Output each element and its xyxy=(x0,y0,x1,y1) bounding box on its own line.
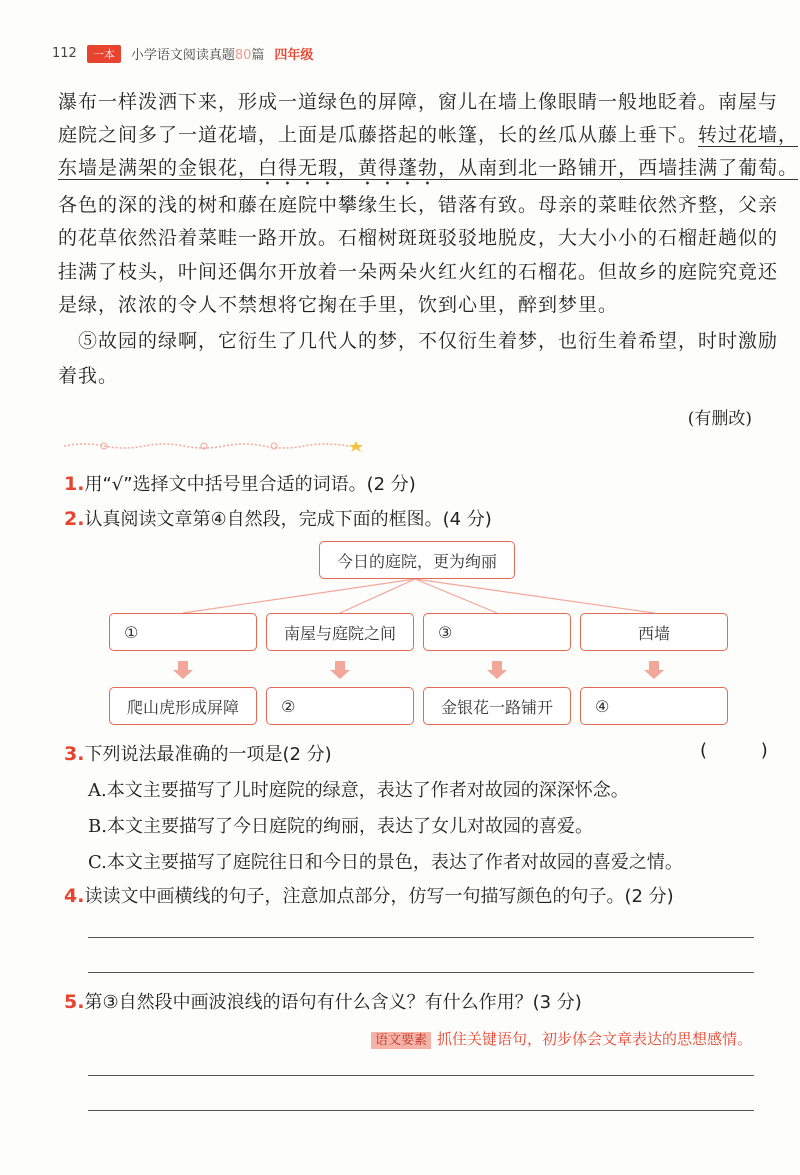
question-2: 2.认真阅读文章第④自然段，完成下面的框图。(4 分) xyxy=(64,508,492,530)
answer-line[interactable] xyxy=(88,1075,754,1076)
question-5: 5.第③自然段中画波浪线的语句有什么含义？有什么作用？(3 分) xyxy=(64,991,582,1013)
option-c[interactable]: C.本文主要描写了庭院往日和今日的景色，表达了作者对故园的喜爱之情。 xyxy=(88,852,683,873)
passage-line: 各色的深的浅的树和藤在庭院中攀缘生长，错落有致。母亲的菜畦依然齐整，父亲 xyxy=(58,194,779,216)
diagram-box-south-house: 南屋与庭院之间 xyxy=(266,613,414,651)
diagram-blank-2[interactable]: ② xyxy=(266,687,414,725)
diagram-blank-4[interactable]: ④ xyxy=(580,687,728,725)
answer-line[interactable] xyxy=(88,972,754,973)
passage-line: 东墙是满架的金银花，白得无瑕，黄得蓬勃，从南到北一路铺开，西墙挂满了葡萄。 xyxy=(58,157,799,179)
down-arrow-icons xyxy=(173,661,664,679)
tip-text: 抓住关键语句，初步体会文章表达的思想感情。 xyxy=(436,1030,752,1048)
question-4: 4.读读文中画横线的句子，注意加点部分，仿写一句描写颜色的句子。(2 分) xyxy=(64,885,674,907)
option-b[interactable]: B.本文主要描写了今日庭院的绚丽，表达了女儿对故园的喜爱。 xyxy=(88,816,593,837)
tip-tag: 语文要素 xyxy=(371,1032,431,1049)
diagram-box-ivy: 爬山虎形成屏障 xyxy=(109,687,257,725)
decorative-divider xyxy=(64,440,364,452)
credit-note: (有删改) xyxy=(687,409,752,429)
diagram-box-honeysuckle: 金银花一路铺开 xyxy=(423,687,571,725)
option-a[interactable]: A.本文主要描写了儿时庭院的绿意，表达了作者对故园的深深怀念。 xyxy=(88,780,629,801)
passage-line: 是绿，浓浓的令人不禁想将它掬在手里，饮到心里，醉到梦里。 xyxy=(58,294,619,316)
book-title: 小学语文阅读真题80篇 xyxy=(130,48,265,63)
answer-line[interactable] xyxy=(88,1110,754,1111)
passage-line: 挂满了枝头，叶间还偶尔开放着一朵两朵火红火红的石榴花。但故乡的庭院究竟还 xyxy=(58,261,779,283)
grade-label: 四年级 xyxy=(274,48,314,63)
star-icon xyxy=(349,441,363,452)
answer-line[interactable] xyxy=(88,937,754,938)
chinese-elements-tip xyxy=(371,1028,752,1049)
passage-line: 的花草依然沿着菜畦一路开放。石榴树斑斑驳驳地脱皮，大大小小的石榴赶趟似的 xyxy=(58,227,779,249)
diagram-box-west-wall: 西墙 xyxy=(580,613,728,651)
diagram-blank-3[interactable]: ③ xyxy=(423,613,571,651)
passage-line: ⑤故园的绿啊，它衍生了几代人的梦，不仅衍生着梦，也衍生着希望，时时激励 xyxy=(78,330,779,352)
answer-parentheses[interactable]: ( ) xyxy=(700,740,792,761)
page-number: 112 xyxy=(52,46,77,61)
passage-line: 瀑布一样泼洒下来，形成一道绿色的屏障，窗儿在墙上像眼睛一般地眨着。南屋与 xyxy=(58,91,779,113)
book-badge: 一本 xyxy=(87,45,121,63)
diagram-root-box: 今日的庭院，更为绚丽 xyxy=(319,541,515,579)
question-3: 3.下列说法最准确的一项是(2 分) xyxy=(64,743,332,765)
question-1: 1.用“√”选择文中括号里合适的词语。(2 分) xyxy=(64,473,416,495)
page-header xyxy=(52,44,313,63)
passage-line: 庭院之间多了一道花墙，上面是瓜藤搭起的帐篷，长的丝瓜从藤上垂下。转过花墙， xyxy=(58,124,799,146)
diagram-blank-1[interactable]: ① xyxy=(109,613,257,651)
passage-line: 着我。 xyxy=(58,365,119,387)
